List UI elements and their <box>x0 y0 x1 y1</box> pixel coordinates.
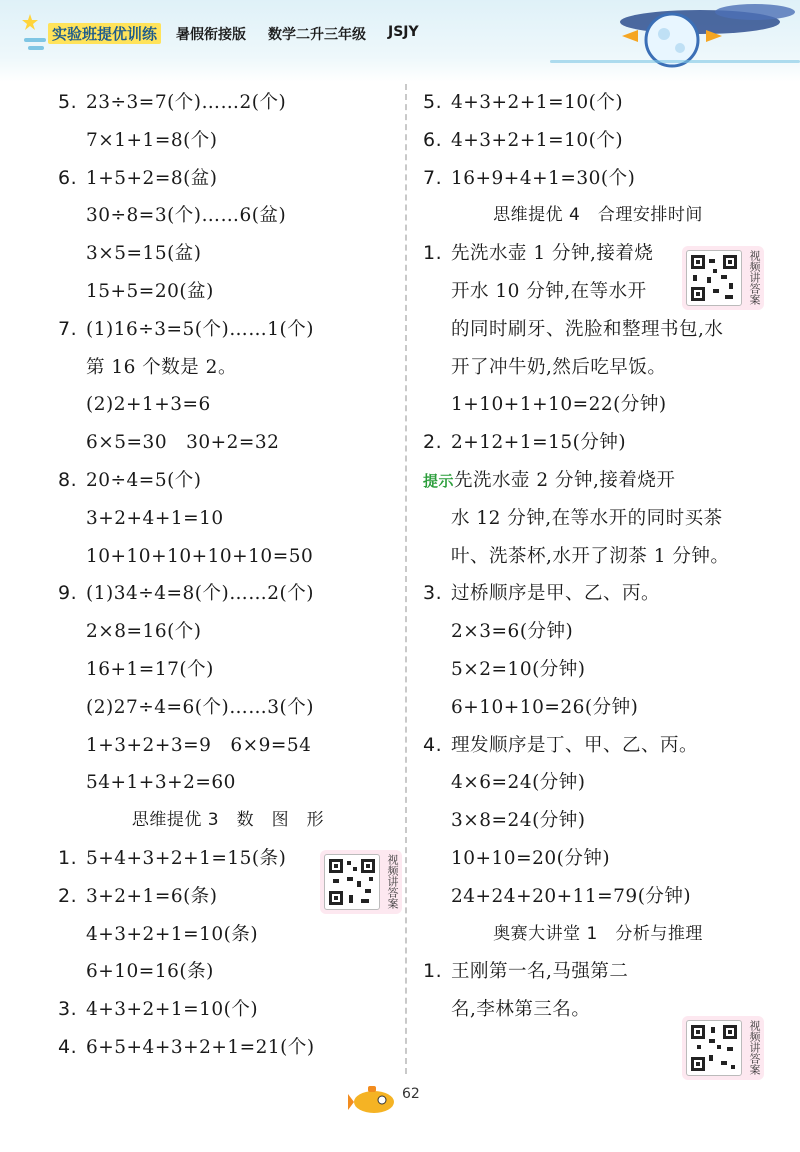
qr-caption: 视频讲答案 <box>748 250 761 305</box>
answer-line <box>423 424 773 462</box>
answer-line <box>58 197 398 235</box>
answer-line <box>58 575 398 613</box>
answer-line <box>423 878 773 916</box>
answer-text: 30÷8=3(个)……6(盆) <box>86 205 287 227</box>
question-number: 5. <box>58 91 78 113</box>
answer-line <box>423 500 773 538</box>
answer-line <box>58 651 398 689</box>
answer-line <box>58 500 398 538</box>
answer-line <box>423 575 773 613</box>
answer-text: 1+3+2+3=9 6×9=54 <box>86 734 312 756</box>
answer-text: 3×5=15(盆) <box>86 243 202 265</box>
section-heading: 思维提优 3 数 图 形 <box>131 810 325 831</box>
answer-line <box>423 764 773 802</box>
answer-line <box>58 953 398 991</box>
answer-text: 1+10+1+10=22(分钟) <box>451 394 667 416</box>
answer-line <box>423 613 773 651</box>
answer-line <box>58 462 398 500</box>
answer-text: 10+10+10+10+10=50 <box>86 545 314 567</box>
question-number: 1. <box>58 846 78 869</box>
answer-line <box>58 122 398 160</box>
answer-text: 1+5+2=8(盆) <box>86 167 218 189</box>
answer-line <box>423 727 773 765</box>
submarine-fish-icon <box>348 1078 404 1118</box>
hint-tag: 提示 <box>423 471 455 490</box>
answer-text: 3+2+1=6(条) <box>86 885 218 907</box>
question-number: 3. <box>423 582 443 605</box>
answer-text: 4+3+2+1=10(个) <box>451 129 624 151</box>
answer-text: 4×6=24(分钟) <box>451 772 586 794</box>
question-number: 1. <box>423 960 443 983</box>
answer-line <box>58 386 398 424</box>
qr-block-time <box>682 246 764 310</box>
qr-caption: 视频讲答案 <box>748 1020 761 1075</box>
answer-text: 6+10=16(条) <box>86 961 214 983</box>
question-number: 4. <box>58 1035 78 1058</box>
question-number: 3. <box>58 998 78 1021</box>
answer-line <box>423 953 773 991</box>
answer-text: 王刚第一名,马强第二 <box>451 961 629 983</box>
question-number: 4. <box>423 733 443 756</box>
answer-text: 5×2=10(分钟) <box>451 658 586 680</box>
answer-text: 叶、洗茶杯,水开了沏茶 1 分钟。 <box>451 545 730 567</box>
answer-line <box>423 462 773 500</box>
answer-text: 3×8=24(分钟) <box>451 810 586 832</box>
question-number: 9. <box>58 582 78 605</box>
section-heading: 思维提优 4 合理安排时间 <box>493 205 703 226</box>
answer-line <box>58 991 398 1029</box>
answer-line <box>58 613 398 651</box>
answer-line <box>58 160 398 198</box>
answer-text: 20÷4=5(个) <box>86 469 202 491</box>
qr-caption: 视频讲答案 <box>386 854 399 909</box>
question-number: 8. <box>58 468 78 491</box>
answer-line <box>58 727 398 765</box>
answer-line <box>423 840 773 878</box>
answer-text: 理发顺序是丁、甲、乙、丙。 <box>451 734 699 756</box>
section-heading: 奥赛大讲堂 1 分析与推理 <box>493 923 703 944</box>
answer-text: 10+10=20(分钟) <box>451 847 611 869</box>
series-code: JSJY <box>388 24 419 40</box>
question-number: 6. <box>423 128 443 151</box>
answer-line <box>58 273 398 311</box>
edition-label: 暑假衔接版 <box>176 27 246 43</box>
brand-title: 实验班提优训练 <box>48 23 161 44</box>
answer-text: (2)2+1+3=6 <box>86 394 211 416</box>
answer-line <box>423 160 773 198</box>
question-number: 1. <box>423 242 443 265</box>
answer-line <box>423 651 773 689</box>
answer-text: 水 12 分钟,在等水开的同时买茶 <box>451 507 723 529</box>
answer-text: (1)34÷4=8(个)……2(个) <box>86 583 314 605</box>
answer-line <box>423 349 773 387</box>
answer-text: 开水 10 分钟,在等水开 <box>451 280 647 302</box>
answer-line <box>423 386 773 424</box>
stars-decoration-icon <box>20 8 50 58</box>
answer-text: 16+1=17(个) <box>86 658 214 680</box>
answer-text: (1)16÷3=5(个)……1(个) <box>86 318 314 340</box>
column-divider <box>405 84 407 1074</box>
answer-line <box>423 689 773 727</box>
answer-text: 4+3+2+1=10(个) <box>86 999 259 1021</box>
answer-line <box>423 122 773 160</box>
answer-line <box>423 84 773 122</box>
answer-text: 5+4+3+2+1=15(条) <box>86 847 287 869</box>
answer-text: 4+3+2+1=10(条) <box>86 923 259 945</box>
answer-line <box>58 538 398 576</box>
answer-text: 6×5=30 30+2=32 <box>86 432 280 454</box>
answer-text: 6+5+4+3+2+1=21(个) <box>86 1036 315 1058</box>
right-column <box>423 84 773 1029</box>
answer-line <box>58 916 398 954</box>
answer-text: 23÷3=7(个)……2(个) <box>86 92 287 113</box>
answer-line <box>58 764 398 802</box>
page-header <box>0 0 800 82</box>
question-number: 2. <box>58 884 78 907</box>
answer-text: 7×1+1=8(个) <box>86 129 218 151</box>
answer-text: 第 16 个数是 2。 <box>86 356 237 378</box>
answer-text: 的同时刷牙、洗脸和整理书包,水 <box>451 318 724 340</box>
answer-text: 54+1+3+2=60 <box>86 772 236 794</box>
question-number: 2. <box>423 431 443 454</box>
qr-block-graphs <box>320 850 402 914</box>
question-number: 7. <box>423 166 443 189</box>
answer-line <box>423 311 773 349</box>
answer-text: 3+2+4+1=10 <box>86 507 224 529</box>
answer-text: 先洗水壶 2 分钟,接着烧开 <box>454 469 676 491</box>
answer-text: 4+3+2+1=10(个) <box>451 92 624 113</box>
answer-text: 15+5=20(盆) <box>86 280 214 302</box>
answer-text: 2×8=16(个) <box>86 621 202 643</box>
answer-text: 24+24+20+11=79(分钟) <box>451 885 692 907</box>
qr-block-reasoning <box>682 1016 764 1080</box>
answer-line <box>58 349 398 387</box>
answer-line <box>58 689 398 727</box>
answer-text: 先洗水壶 1 分钟,接着烧 <box>451 243 654 265</box>
answer-line <box>58 311 398 349</box>
question-number: 6. <box>58 166 78 189</box>
left-column <box>58 84 398 1067</box>
answer-text: 过桥顺序是甲、乙、丙。 <box>451 583 661 605</box>
answer-text: 2×3=6(分钟) <box>451 621 574 643</box>
answer-line <box>58 1029 398 1067</box>
planet-decoration-icon <box>550 0 800 80</box>
answer-text: 6+10+10=26(分钟) <box>451 696 639 718</box>
answer-text: 名,李林第三名。 <box>451 999 591 1021</box>
answer-line <box>58 84 398 122</box>
answer-text: 开了冲牛奶,然后吃早饭。 <box>451 356 667 378</box>
question-number: 7. <box>58 317 78 340</box>
answer-line <box>423 802 773 840</box>
answer-text: 16+9+4+1=30(个) <box>451 167 636 189</box>
question-number: 5. <box>423 91 443 113</box>
subject-label: 数学二升三年级 <box>268 27 366 43</box>
answer-line <box>58 424 398 462</box>
answer-text: (2)27÷4=6(个)……3(个) <box>86 696 314 718</box>
qr-code-icon[interactable] <box>686 250 742 306</box>
page-number: 62 <box>402 1086 420 1102</box>
qr-code-icon[interactable] <box>324 854 380 910</box>
answer-line <box>58 235 398 273</box>
qr-code-icon[interactable] <box>686 1020 742 1076</box>
answer-line <box>423 538 773 576</box>
answer-text: 2+12+1=15(分钟) <box>451 432 627 454</box>
